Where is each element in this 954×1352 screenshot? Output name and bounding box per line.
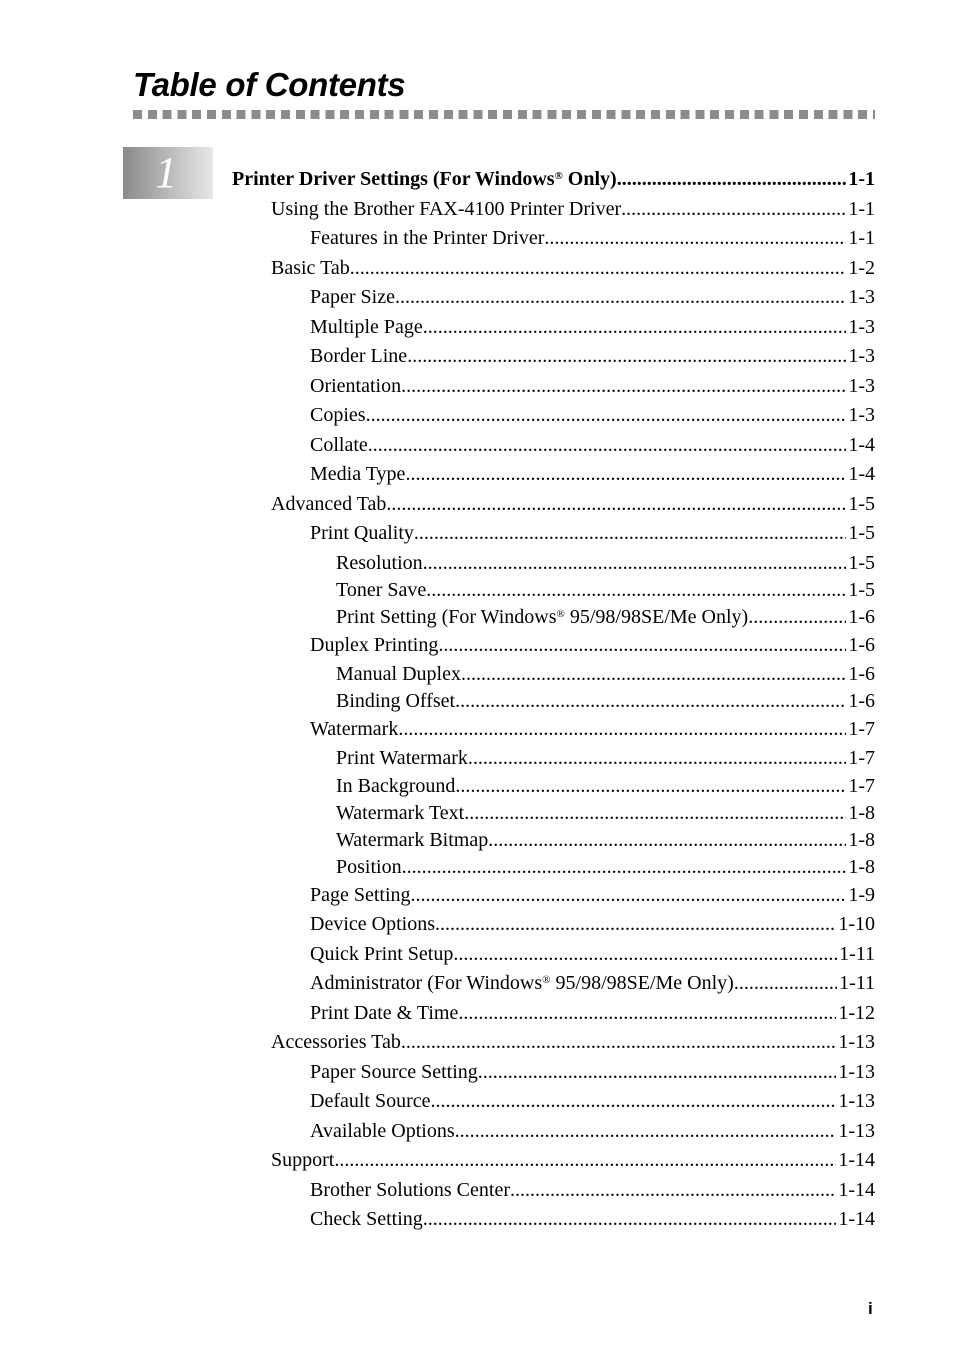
toc-entry-title: Border Line — [310, 345, 408, 367]
toc-entry-page: 1-1 — [848, 227, 875, 249]
toc-entry-title: Watermark Bitmap — [336, 829, 489, 851]
toc-entry — [310, 717, 875, 741]
dot-leader — [438, 633, 846, 657]
toc-entry-page: 1-6 — [848, 690, 875, 712]
dot-leader — [423, 1207, 837, 1231]
dot-leader — [405, 462, 846, 486]
toc-entry-page: 1-6 — [848, 606, 875, 628]
dot-leader — [426, 578, 846, 602]
dot-leader — [748, 605, 846, 629]
dot-leader — [455, 1119, 837, 1143]
chapter-number: 1 — [155, 148, 177, 197]
toc-entry-title: Print Setting (For Windows® 95/98/98SE/Me Only) — [336, 606, 749, 628]
toc-entry-title: Watermark Text — [336, 802, 465, 824]
toc-entry — [336, 605, 875, 629]
dot-leader — [386, 492, 846, 516]
toc-entry-page: 1-3 — [848, 286, 875, 308]
toc-entry-page: 1-11 — [839, 943, 875, 965]
toc-entry-page: 1-3 — [848, 316, 875, 338]
toc-entry-page: 1-13 — [838, 1090, 875, 1112]
dot-leader — [414, 521, 846, 545]
toc-entry-title: Paper Source Setting — [310, 1061, 478, 1083]
toc-entry-title: Support — [271, 1149, 335, 1171]
toc-entry-page: 1-14 — [838, 1208, 875, 1230]
toc-entry-page: 1-1 — [848, 198, 875, 220]
toc-entry-title: Print Quality — [310, 522, 414, 544]
toc-entry-page: 1-11 — [839, 972, 875, 994]
toc-entry — [310, 433, 875, 457]
toc-entry — [336, 662, 875, 686]
toc-entry-page: 1-8 — [848, 802, 875, 824]
dot-leader — [510, 1178, 836, 1202]
toc-entry-title: Binding Offset — [336, 690, 456, 712]
toc-entry-title: Paper Size — [310, 286, 395, 308]
toc-entry-title: Manual Duplex — [336, 663, 461, 685]
toc-entry — [310, 971, 875, 995]
toc-entry-page: 1-3 — [848, 375, 875, 397]
toc-entry — [310, 521, 875, 545]
dot-leader — [478, 1060, 837, 1084]
toc-entry-page: 1-2 — [848, 257, 875, 279]
dot-leader — [431, 1089, 837, 1113]
toc-entry — [336, 551, 875, 575]
toc-entry-page: 1-10 — [838, 913, 875, 935]
dot-leader — [488, 828, 846, 852]
dot-leader — [423, 551, 847, 575]
toc-entry-page: 1-3 — [848, 404, 875, 426]
dot-leader — [458, 1001, 836, 1025]
toc-entry — [310, 403, 875, 427]
toc-entry-page: 1-6 — [848, 663, 875, 685]
toc-entry-title: Quick Print Setup — [310, 943, 454, 965]
toc-entry-title: Resolution — [336, 552, 423, 574]
toc-entry — [310, 285, 875, 309]
toc-entry-page: 1-12 — [838, 1002, 875, 1024]
toc-entry — [310, 344, 875, 368]
toc-entry-page: 1-7 — [848, 718, 875, 740]
dot-leader — [464, 801, 846, 825]
dot-leader — [461, 662, 846, 686]
dot-leader — [402, 855, 847, 879]
dot-leader — [617, 167, 847, 191]
dot-leader — [407, 344, 846, 368]
toc-entry — [336, 689, 875, 713]
toc-entry — [310, 883, 875, 907]
dot-leader — [366, 403, 847, 427]
dot-leader — [368, 433, 847, 457]
toc-entry-title: Duplex Printing — [310, 634, 439, 656]
registered-mark: ® — [542, 974, 551, 986]
toc-entry — [336, 828, 875, 852]
toc-entry — [310, 226, 875, 250]
toc-entry-page: 1-7 — [848, 775, 875, 797]
toc-entry-title: Print Watermark — [336, 747, 468, 769]
chapter-tab — [123, 147, 213, 199]
registered-mark: ® — [554, 170, 563, 182]
toc-entry — [310, 942, 875, 966]
toc-entry — [310, 1178, 875, 1202]
toc-entry-title: Basic Tab — [271, 257, 350, 279]
dot-leader — [334, 1148, 836, 1172]
toc-entry-title: Accessories Tab — [271, 1031, 401, 1053]
toc-entry — [310, 1119, 875, 1143]
toc-entry — [271, 492, 875, 516]
toc-entry — [336, 746, 875, 770]
toc-entry-page: 1-4 — [848, 434, 875, 456]
dot-leader — [544, 226, 846, 250]
dot-leader — [401, 374, 846, 398]
toc-entry-page: 1-5 — [848, 493, 875, 515]
toc-entry-title: Copies — [310, 404, 366, 426]
dot-leader — [455, 689, 846, 713]
toc-entry-title: Administrator (For Windows® 95/98/98SE/Me Only) — [310, 972, 734, 994]
dot-leader — [435, 912, 836, 936]
toc-entry-title: Watermark — [310, 718, 399, 740]
toc-entry — [271, 1148, 875, 1172]
toc-entry-title: Device Options — [310, 913, 435, 935]
toc-entry-title: Orientation — [310, 375, 402, 397]
toc-entry — [336, 578, 875, 602]
toc-entry-page: 1-14 — [838, 1149, 875, 1171]
toc-entry-page: 1-3 — [848, 345, 875, 367]
dot-leader — [621, 197, 846, 221]
toc-entry — [310, 1089, 875, 1113]
toc-entry-page: 1-14 — [838, 1179, 875, 1201]
toc-entry — [232, 167, 875, 191]
toc-entry-page: 1-7 — [848, 747, 875, 769]
toc-entry — [271, 256, 875, 280]
toc-entry-page: 1-5 — [848, 522, 875, 544]
toc-entry-title: Media Type — [310, 463, 406, 485]
dot-leader — [411, 883, 847, 907]
dot-leader — [423, 315, 847, 339]
toc-entry — [310, 1001, 875, 1025]
toc-entry — [336, 774, 875, 798]
toc-entry-title: Default Source — [310, 1090, 431, 1112]
dot-leader — [395, 285, 846, 309]
toc-entry-page: 1-13 — [838, 1061, 875, 1083]
toc-entry-page: 1-4 — [848, 463, 875, 485]
toc-entry — [310, 633, 875, 657]
toc-entry-title: Features in the Printer Driver — [310, 227, 545, 249]
toc-entry — [271, 1030, 875, 1054]
toc-entry — [310, 1207, 875, 1231]
toc-entry — [310, 1060, 875, 1084]
title-dotted-rule — [133, 110, 875, 119]
dot-leader — [734, 971, 837, 995]
toc-entry — [336, 801, 875, 825]
dot-leader — [453, 942, 837, 966]
toc-entry-title: Toner Save — [336, 579, 427, 601]
toc-entry-page: 1-13 — [838, 1031, 875, 1053]
toc-entry — [336, 855, 875, 879]
toc-entry-title: Collate — [310, 434, 368, 456]
toc-entry — [310, 374, 875, 398]
dot-leader — [401, 1030, 836, 1054]
toc-entry — [271, 197, 875, 221]
toc-entry-page: 1-8 — [848, 829, 875, 851]
toc-entry-title: Using the Brother FAX-4100 Printer Driver — [271, 198, 622, 220]
toc-entry-page: 1-5 — [848, 552, 875, 574]
toc-entry-title: Brother Solutions Center — [310, 1179, 510, 1201]
toc-entry — [310, 462, 875, 486]
toc-entry — [310, 315, 875, 339]
toc-entry-page: 1-6 — [848, 634, 875, 656]
toc-entry-title: In Background — [336, 775, 456, 797]
toc-entry-page: 1-8 — [848, 856, 875, 878]
toc-entry-title: Advanced Tab — [271, 493, 387, 515]
toc-entry-title: Print Date & Time — [310, 1002, 459, 1024]
toc-entry-page: 1-13 — [838, 1120, 875, 1142]
dot-leader — [398, 717, 846, 741]
toc-entry-page: 1-1 — [848, 168, 875, 190]
registered-mark: ® — [556, 608, 565, 620]
toc-entry-title: Position — [336, 856, 402, 878]
toc-entry-title: Printer Driver Settings (For Windows® Only) — [232, 168, 617, 190]
toc-entry-page: 1-5 — [848, 579, 875, 601]
toc-entry — [310, 912, 875, 936]
page-title: Table of Contents — [133, 66, 406, 103]
toc-entry-title: Multiple Page — [310, 316, 423, 338]
toc-entry-title: Page Setting — [310, 884, 411, 906]
toc-entry-title: Available Options — [310, 1120, 455, 1142]
page-number: i — [868, 1299, 873, 1318]
dot-leader — [350, 256, 847, 280]
toc-entry-title: Check Setting — [310, 1208, 423, 1230]
toc-entry-page: 1-9 — [848, 884, 875, 906]
dot-leader — [468, 746, 846, 770]
dot-leader — [455, 774, 846, 798]
